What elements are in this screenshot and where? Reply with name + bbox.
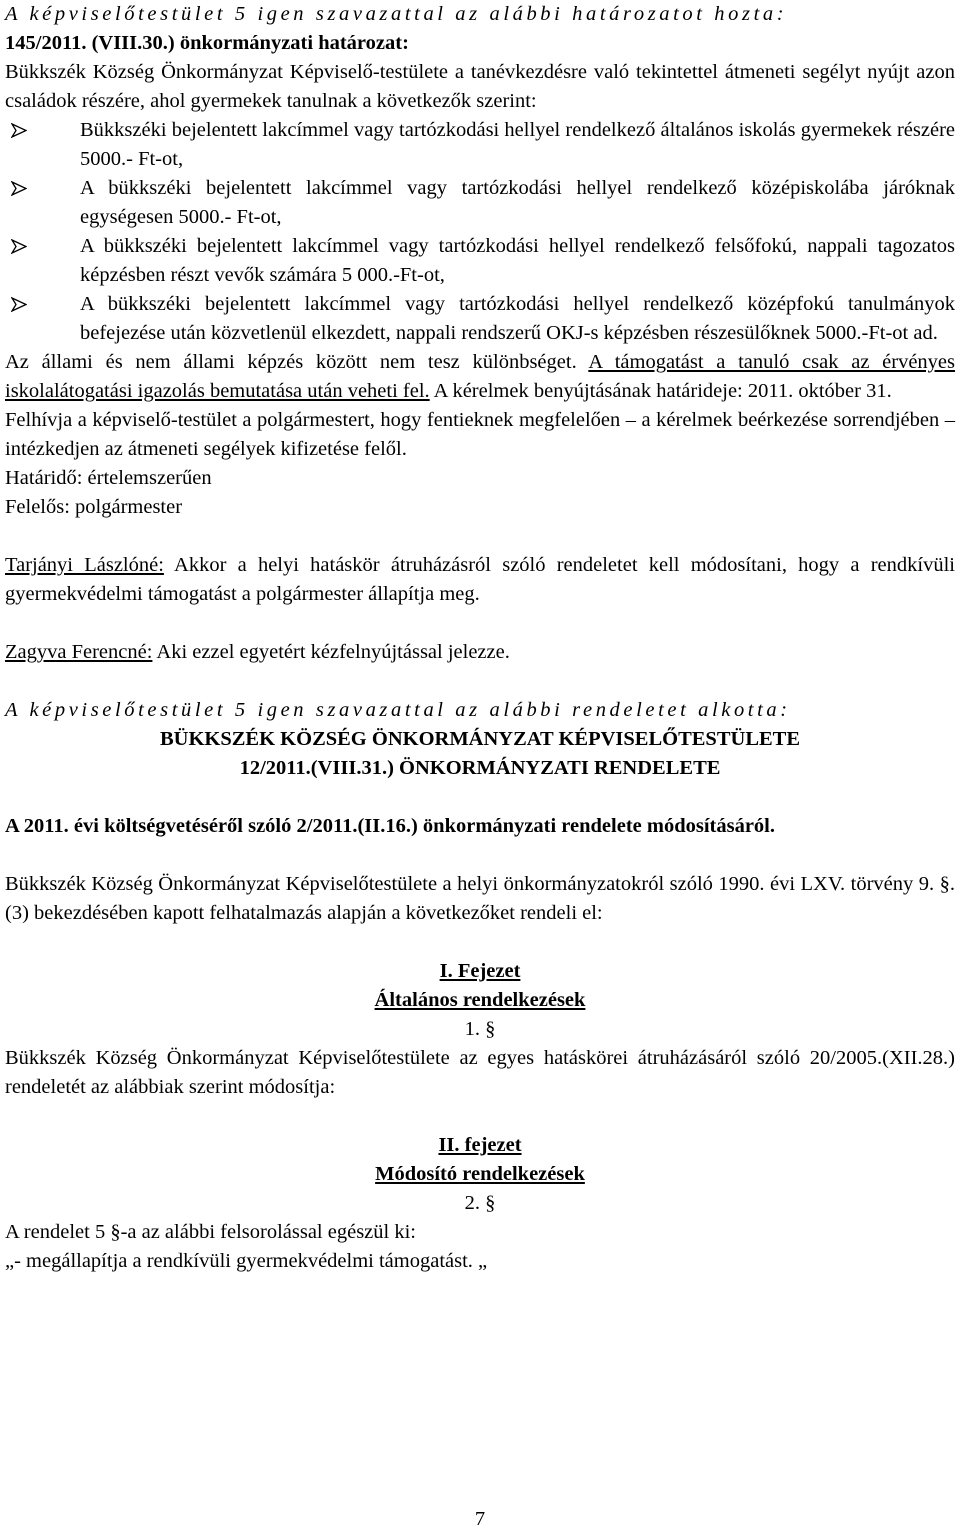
page-number: 7 bbox=[474, 1508, 486, 1530]
bullet-text: A bükkszéki bejelentett lakcímmel vagy tartózkodási hellyel rendelkező felsőfokú, nappali tagozatos képzésben részt vevők számára 5 000.-Ft-ot, bbox=[80, 235, 955, 286]
document-page bbox=[5, 0, 955, 1537]
resolution-intro: Bükkszék Község Önkormányzat Képviselő-testülete a tanévkezdésre való tekintettel átmeneti segélyt nyújt azon családok részére, ahol gyermekek tanulnak a következők szerint: bbox=[5, 61, 955, 112]
vote-header: A képviselőtestület 5 igen szavazattal az alábbi határozatot hozta: bbox=[5, 3, 788, 25]
section-text: A rendelet 5 §-a az alábbi felsorolással egészül ki: bbox=[5, 1221, 416, 1243]
vote-header: A képviselőtestület 5 igen szavazattal az alábbi rendeletet alkotta: bbox=[5, 699, 791, 721]
resolution-title: 145/2011. (VIII.30.) önkormányzati határozat: bbox=[5, 32, 409, 54]
deadline-line: Határidő: értelemszerűen bbox=[5, 467, 212, 489]
arrowhead-bullet-icon bbox=[11, 232, 27, 254]
speech-paragraph bbox=[5, 638, 955, 667]
arrowhead-bullet-icon bbox=[11, 116, 27, 138]
responsible-line: Felelős: polgármester bbox=[5, 496, 183, 518]
bullet-item bbox=[5, 232, 955, 290]
chapter-name: Módosító rendelkezések bbox=[375, 1163, 585, 1185]
decree-subject: A 2011. évi költségvetéséről szóló 2/2011.(II.16.) önkormányzati rendelete módosításáról. bbox=[5, 815, 776, 837]
speech-paragraph bbox=[5, 551, 955, 609]
arrowhead-bullet-icon bbox=[11, 174, 27, 196]
bullet-item bbox=[5, 174, 955, 232]
conditions-paragraph bbox=[5, 348, 955, 406]
no-distinction-text: Az állami és nem állami képzés között nem tesz különbséget. bbox=[5, 351, 577, 373]
support-condition-text: A támogatást a tanuló csak az érvényes iskolalátogatási igazolás bemutatása után veheti fel. bbox=[5, 351, 956, 402]
bullet-text: A bükkszéki bejelentett lakcímmel vagy tartózkodási hellyel rendelkező középiskolába járóknak egységesen 5000.- Ft-ot, bbox=[80, 177, 955, 228]
speech-text: Akkor a helyi hatáskör átruházásról szóló rendeletet kell módosítani, hogy a rendkívüli gyermekvédelmi támogatást a polgármester állapítja meg. bbox=[5, 554, 955, 605]
deadline-text: A kérelmek benyújtásának határideje: 2011. október 31. bbox=[433, 380, 892, 402]
chapter-name: Általános rendelkezések bbox=[374, 989, 586, 1011]
call-paragraph: Felhívja a képviselő-testület a polgármestert, hogy fentieknek megfelelően – a kérelmek beérkezése sorrendjében – intézkedjen az átmeneti segélyek kifizetése felől. bbox=[5, 409, 955, 460]
bullet-text: Bükkszéki bejelentett lakcímmel vagy tartózkodási hellyel rendelkező általános iskolás gyermekek részére 5000.- Ft-ot, bbox=[80, 119, 955, 170]
bullet-item bbox=[5, 290, 955, 348]
chapter-title: I. Fejezet bbox=[439, 960, 521, 982]
speech-text: Aki ezzel egyetért kézfelnyújtással jelezze. bbox=[156, 641, 510, 663]
bullet-text: A bükkszéki bejelentett lakcímmel vagy tartózkodási hellyel rendelkező középfokú tanulmányok befejezése után közvetlenül elkezdett, nappali rendszerű OKJ-s képzésben részesülőknek 5000.-Ft-ot ad. bbox=[80, 293, 955, 344]
speaker-name: Tarjányi Lászlóné: bbox=[5, 554, 164, 576]
section-text: Bükkszék Község Önkormányzat Képviselőtestülete az egyes hatáskörei átruházásáról szóló 20/2005.(XII.28.) rendeletét az alábbiak szerint módosítja: bbox=[5, 1047, 955, 1098]
bullet-item bbox=[5, 116, 955, 174]
speaker-name: Zagyva Ferencné: bbox=[5, 641, 153, 663]
arrowhead-bullet-icon bbox=[11, 290, 27, 312]
decree-title: BÜKKSZÉK KÖZSÉG ÖNKORMÁNYZAT KÉPVISELŐTESTÜLETE bbox=[159, 728, 801, 750]
decree-preamble: Bükkszék Község Önkormányzat Képviselőtestülete a helyi önkormányzatokról szóló 1990. évi LXV. törvény 9. §. (3) bekezdésében kapott felhatalmazás alapján a következőket rendeli el: bbox=[5, 873, 955, 924]
decree-number: 12/2011.(VIII.31.) ÖNKORMÁNYZATI RENDELETE bbox=[239, 757, 721, 779]
section-number: 1. § bbox=[464, 1018, 496, 1040]
section-number: 2. § bbox=[464, 1192, 496, 1214]
section-quote: „- megállapítja a rendkívüli gyermekvédelmi támogatást. „ bbox=[5, 1250, 488, 1272]
chapter-title: II. fejezet bbox=[438, 1134, 522, 1156]
